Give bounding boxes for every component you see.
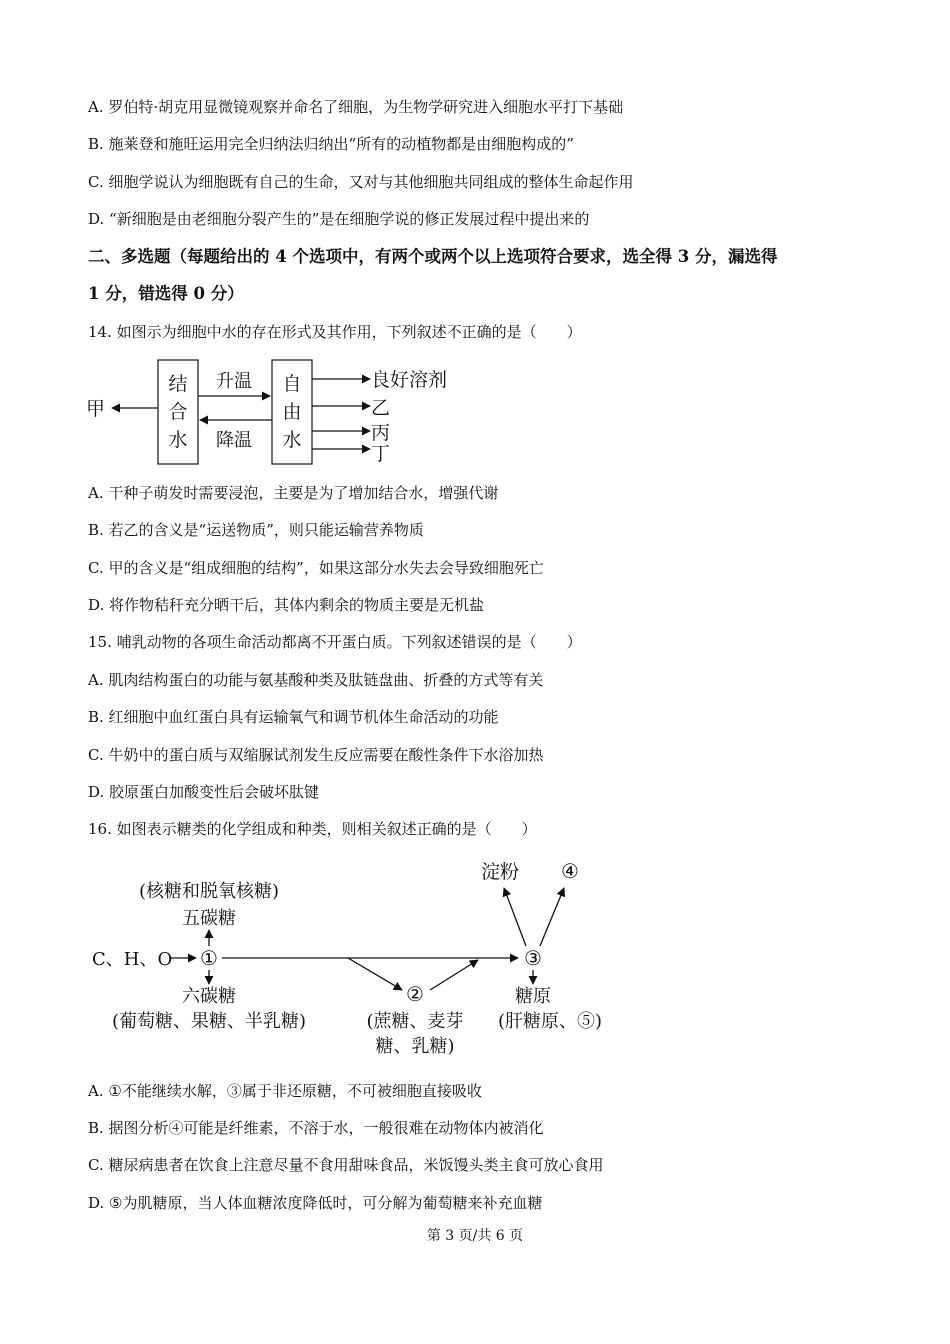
free-water-char-1: 自: [282, 373, 302, 395]
q16-stem: 16. 如图表示糖类的化学组成和种类，则相关叙述正确的是（ ）: [88, 820, 537, 838]
q15-option-c: C. 牛奶中的蛋白质与双缩脲试剂发生反应需要在酸性条件下水浴加热: [88, 746, 544, 764]
page-footer: 第 3 页/共 6 页: [426, 1228, 524, 1244]
yi-label: 乙: [371, 397, 391, 419]
free-water-char-2: 由: [282, 401, 302, 423]
bound-water-char-1: 结: [168, 373, 188, 395]
num-2: ②: [406, 982, 424, 1006]
num-4: ④: [561, 859, 579, 883]
from-2-arrow: [430, 960, 478, 990]
heat-up-label: 升温: [216, 371, 252, 392]
q14-option-b: B. 若乙的含义是“运送物质”，则只能运输营养物质: [88, 521, 424, 539]
bound-water-char-3: 水: [168, 429, 188, 451]
q13-option-c: C. 细胞学说认为细胞既有自己的生命，又对与其他细胞共同组成的整体生命起作用: [88, 173, 634, 191]
q13-option-a: A. 罗伯特·胡克用显微镜观察并命名了细胞，为生物学研究进入细胞水平打下基础: [88, 98, 624, 116]
q13-option-d: D. “新细胞是由老细胞分裂产生的”是在细胞学说的修正发展过程中提出来的: [88, 210, 590, 228]
ribose-note: (核糖和脱氧核糖): [138, 881, 280, 902]
q14-stem: 14. 如图示为细胞中水的存在形式及其作用，下列叙述不正确的是（ ）: [88, 323, 582, 341]
num-3: ③: [524, 946, 542, 970]
q14-option-d: D. 将作物秸秆充分晒干后，其体内剩余的物质主要是无机盐: [88, 596, 485, 614]
starch-arrow: [504, 888, 526, 946]
q15-option-d: D. 胶原蛋白加酸变性后会破坏肽键: [88, 783, 320, 801]
cool-down-label: 降温: [216, 430, 252, 451]
q15-option-a: A. 肌肉结构蛋白的功能与氨基酸种类及肽链盘曲、折叠的方式等有关: [88, 671, 544, 689]
disaccharide-note-1: (蔗糖、麦芽: [366, 1011, 464, 1032]
q15-stem: 15. 哺乳动物的各项生命活动都离不开蛋白质。下列叙述错误的是（ ）: [88, 633, 582, 651]
jia-label: 甲: [86, 398, 106, 420]
q16-option-d: D. ⑤为肌糖原，当人体血糖浓度降低时，可分解为葡萄糖来补充血糖: [88, 1194, 543, 1212]
sugar-diagram: [90, 850, 630, 1065]
q16-option-c: C. 糖尿病患者在饮食上注意尽量不食用甜味食品，米饭馒头类主食可放心食用: [88, 1156, 604, 1174]
q16-option-a: A. ①不能继续水解，③属于非还原糖，不可被细胞直接吸收: [88, 1082, 482, 1100]
bound-water-char-2: 合: [168, 401, 188, 423]
pentose-label: 五碳糖: [182, 908, 236, 929]
q15-option-b: B. 红细胞中血红蛋白具有运输氧气和调节机体生命活动的功能: [88, 708, 499, 726]
section-heading-line1: 二、多选题（每题给出的 4 个选项中，有两个或两个以上选项符合要求，选全得 3 分，漏选得: [88, 247, 778, 266]
num-1: ①: [200, 946, 218, 970]
hexose-label: 六碳糖: [182, 986, 236, 1007]
glycogen-note: (肝糖原、⑤): [497, 1011, 603, 1032]
q14-option-c: C. 甲的含义是“组成细胞的结构”，如果这部分水失去会导致细胞死亡: [88, 559, 544, 577]
free-water-char-3: 水: [282, 429, 302, 451]
section-heading-line2: 1 分，错选得 0 分）: [88, 284, 244, 303]
solvent-label: 良好溶剂: [371, 369, 448, 391]
to-2-arrow: [348, 958, 402, 990]
q13-option-b: B. 施莱登和施旺运用完全归纳法归纳出“所有的动植物都是由细胞构成的”: [88, 135, 574, 153]
disaccharide-note-2: 糖、乳糖): [375, 1036, 455, 1057]
starch-label: 淀粉: [480, 861, 520, 883]
elements-label: C、H、O: [92, 949, 173, 970]
bing-label: 丙: [371, 422, 391, 444]
hexose-note: (葡萄糖、果糖、半乳糖): [111, 1011, 307, 1032]
q16-option-b: B. 据图分析④可能是纤维素，不溶于水，一般很难在动物体内被消化: [88, 1119, 544, 1137]
q14-option-a: A. 干种子萌发时需要浸泡，主要是为了增加结合水，增强代谢: [88, 484, 499, 502]
num4-arrow: [540, 888, 564, 946]
water-diagram: [80, 352, 480, 472]
glycogen-label: 糖原: [515, 986, 551, 1007]
ding-label: 丁: [371, 443, 391, 465]
